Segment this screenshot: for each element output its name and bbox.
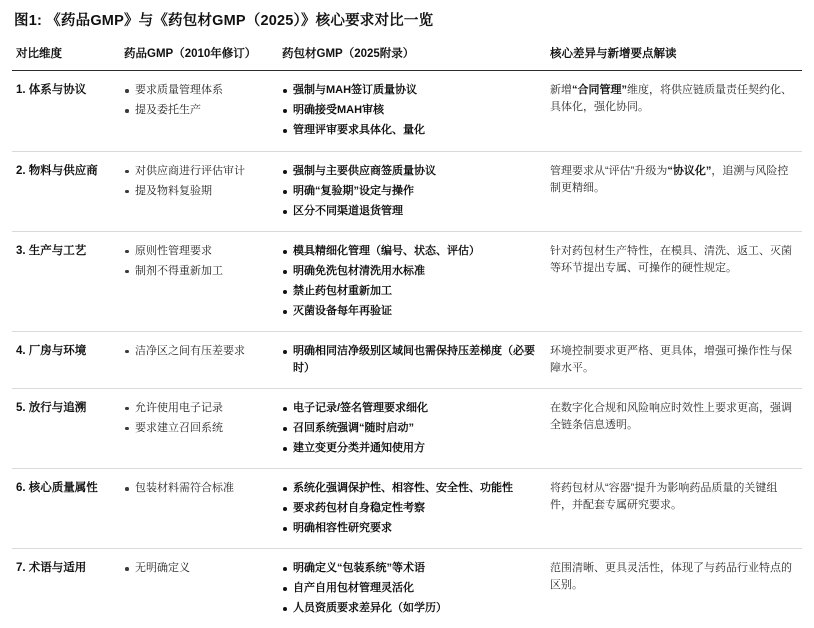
list-item: 强制与主要供应商签质量协议: [282, 163, 538, 180]
column-header-packaging-gmp: 药包材GMP（2025附录）: [278, 41, 546, 71]
note-text: [550, 163, 794, 197]
table-row: [12, 331, 802, 388]
bullet-list: [124, 480, 270, 497]
list-item: 明确相同洁净级别区域间也需保持压差梯度（必要时）: [282, 343, 538, 377]
note-prefix: 在数字化合规和风险响应时效性上要求更高，强调全链条信息透明。: [550, 401, 792, 431]
dimension-label: 6. 核心质量属性: [16, 482, 98, 495]
list-item: 召回系统强调“随时启动”: [282, 420, 538, 437]
list-item: 包装材料需符合标准: [124, 480, 270, 497]
cell-note: [546, 71, 802, 151]
list-item: 强制与MAH签订质量协议: [282, 82, 538, 99]
cell-dimension: [12, 469, 120, 549]
list-item: 建立变更分类并通知使用方: [282, 440, 538, 457]
note-prefix: 将药包材从“容器”提升为影响药品质量的关键组件，并配套专属研究要求。: [550, 482, 778, 512]
comparison-table: [12, 41, 802, 628]
cell-note: [546, 331, 802, 388]
table-row: [12, 549, 802, 628]
bullet-list: [282, 82, 538, 139]
page-title: 图1: 《药品GMP》与《药包材GMP（2025）》核心要求对比一览: [14, 13, 434, 29]
cell-drug-gmp: [120, 388, 278, 468]
note-prefix: 针对药包材生产特性，在模具、清洗、返工、灭菌等环节提出专属、可操作的硬性规定。: [550, 244, 792, 274]
bullet-list: [124, 163, 270, 200]
cell-packaging-gmp: [278, 388, 546, 468]
note-suffix: ，追溯与风险控制更精细。: [550, 164, 789, 194]
list-item: 明确免洗包材清洗用水标准: [282, 263, 538, 280]
cell-dimension: [12, 71, 120, 151]
cell-dimension: [12, 151, 120, 231]
cell-note: [546, 388, 802, 468]
list-item: 系统化强调保护性、相容性、安全性、功能性: [282, 480, 538, 497]
list-item: 人员资质要求差异化（如学历）: [282, 600, 538, 617]
note-prefix: 范围清晰、更具灵活性，体现了与药品行业特点的区别。: [550, 562, 792, 592]
bullet-list: [282, 480, 538, 537]
cell-note: [546, 549, 802, 628]
list-item: 明确相容性研究要求: [282, 520, 538, 537]
cell-drug-gmp: [120, 469, 278, 549]
list-item: 模具精细化管理（编号、状态、评估）: [282, 243, 538, 260]
list-item: 明确“复验期”设定与操作: [282, 183, 538, 200]
dimension-label: 2. 物料与供应商: [16, 164, 98, 177]
list-item: 管理评审要求具体化、量化: [282, 122, 538, 139]
list-item: 灭菌设备每年再验证: [282, 303, 538, 320]
table-row: [12, 151, 802, 231]
bullet-list: [282, 243, 538, 320]
table-row: [12, 231, 802, 331]
note-prefix: 管理要求从“评估”升级为: [550, 164, 668, 177]
note-text: [550, 400, 794, 434]
cell-dimension: [12, 231, 120, 331]
bullet-list: [124, 243, 270, 280]
list-item: 原则性管理要求: [124, 243, 270, 260]
column-header-drug-gmp: 药品GMP（2010年修订）: [120, 41, 278, 71]
bullet-list: [282, 400, 538, 457]
list-item: 对供应商进行评估审计: [124, 163, 270, 180]
list-item: 区分不同渠道退货管理: [282, 203, 538, 220]
list-item: 允许使用电子记录: [124, 400, 270, 417]
cell-drug-gmp: [120, 231, 278, 331]
bullet-list: [282, 163, 538, 220]
table-row: [12, 388, 802, 468]
cell-note: [546, 469, 802, 549]
column-header-notes: 核心差异与新增要点解读: [546, 41, 802, 71]
cell-dimension: [12, 549, 120, 628]
note-suffix: 维度，将供应链质量责任契约化、具体化，强化协同。: [550, 84, 792, 114]
list-item: 无明确定义: [124, 560, 270, 577]
note-prefix: 新增: [550, 84, 572, 97]
list-item: 要求质量管理体系: [124, 82, 270, 99]
list-item: 洁净区之间有压差要求: [124, 343, 270, 360]
cell-drug-gmp: [120, 71, 278, 151]
table-header: [12, 41, 802, 71]
cell-note: [546, 231, 802, 331]
cell-drug-gmp: [120, 151, 278, 231]
bullet-list: [282, 343, 538, 377]
bullet-list: [124, 343, 270, 360]
bullet-list: [124, 400, 270, 437]
table-header-row: [12, 41, 802, 71]
list-item: 电子记录/签名管理要求细化: [282, 400, 538, 417]
note-text: [550, 82, 794, 116]
dimension-label: 7. 术语与适用: [16, 562, 87, 575]
list-item: 提及委托生产: [124, 102, 270, 119]
cell-packaging-gmp: [278, 71, 546, 151]
note-emphasis: “协议化”: [667, 164, 712, 177]
dimension-label: 4. 厂房与环境: [16, 344, 87, 357]
list-item: 要求建立召回系统: [124, 420, 270, 437]
cell-dimension: [12, 388, 120, 468]
cell-packaging-gmp: [278, 469, 546, 549]
note-text: [550, 243, 794, 277]
cell-note: [546, 151, 802, 231]
list-item: 禁止药包材重新加工: [282, 283, 538, 300]
bullet-list: [282, 560, 538, 617]
dimension-label: 1. 体系与协议: [16, 84, 87, 97]
note-prefix: 环境控制要求更严格、更具体，增强可操作性与保障水平。: [550, 344, 792, 374]
cell-packaging-gmp: [278, 151, 546, 231]
cell-packaging-gmp: [278, 231, 546, 331]
table-row: [12, 71, 802, 151]
list-item: 制剂不得重新加工: [124, 263, 270, 280]
cell-drug-gmp: [120, 549, 278, 628]
note-text: [550, 560, 794, 594]
list-item: 要求药包材自身稳定性考察: [282, 500, 538, 517]
dimension-label: 5. 放行与追溯: [16, 401, 87, 414]
list-item: 提及物料复验期: [124, 183, 270, 200]
note-text: [550, 343, 794, 377]
column-header-dimension: 对比维度: [12, 41, 120, 71]
list-item: 自产自用包材管理灵活化: [282, 580, 538, 597]
cell-packaging-gmp: [278, 549, 546, 628]
list-item: 明确定义“包装系统”等术语: [282, 560, 538, 577]
cell-packaging-gmp: [278, 331, 546, 388]
dimension-label: 3. 生产与工艺: [16, 244, 87, 257]
list-item: 明确接受MAH审核: [282, 102, 538, 119]
cell-dimension: [12, 331, 120, 388]
bullet-list: [124, 560, 270, 577]
note-text: [550, 480, 794, 514]
table-row: [12, 469, 802, 549]
cell-drug-gmp: [120, 331, 278, 388]
bullet-list: [124, 82, 270, 119]
note-emphasis: “合同管理”: [572, 84, 627, 97]
table-body: [12, 71, 802, 628]
